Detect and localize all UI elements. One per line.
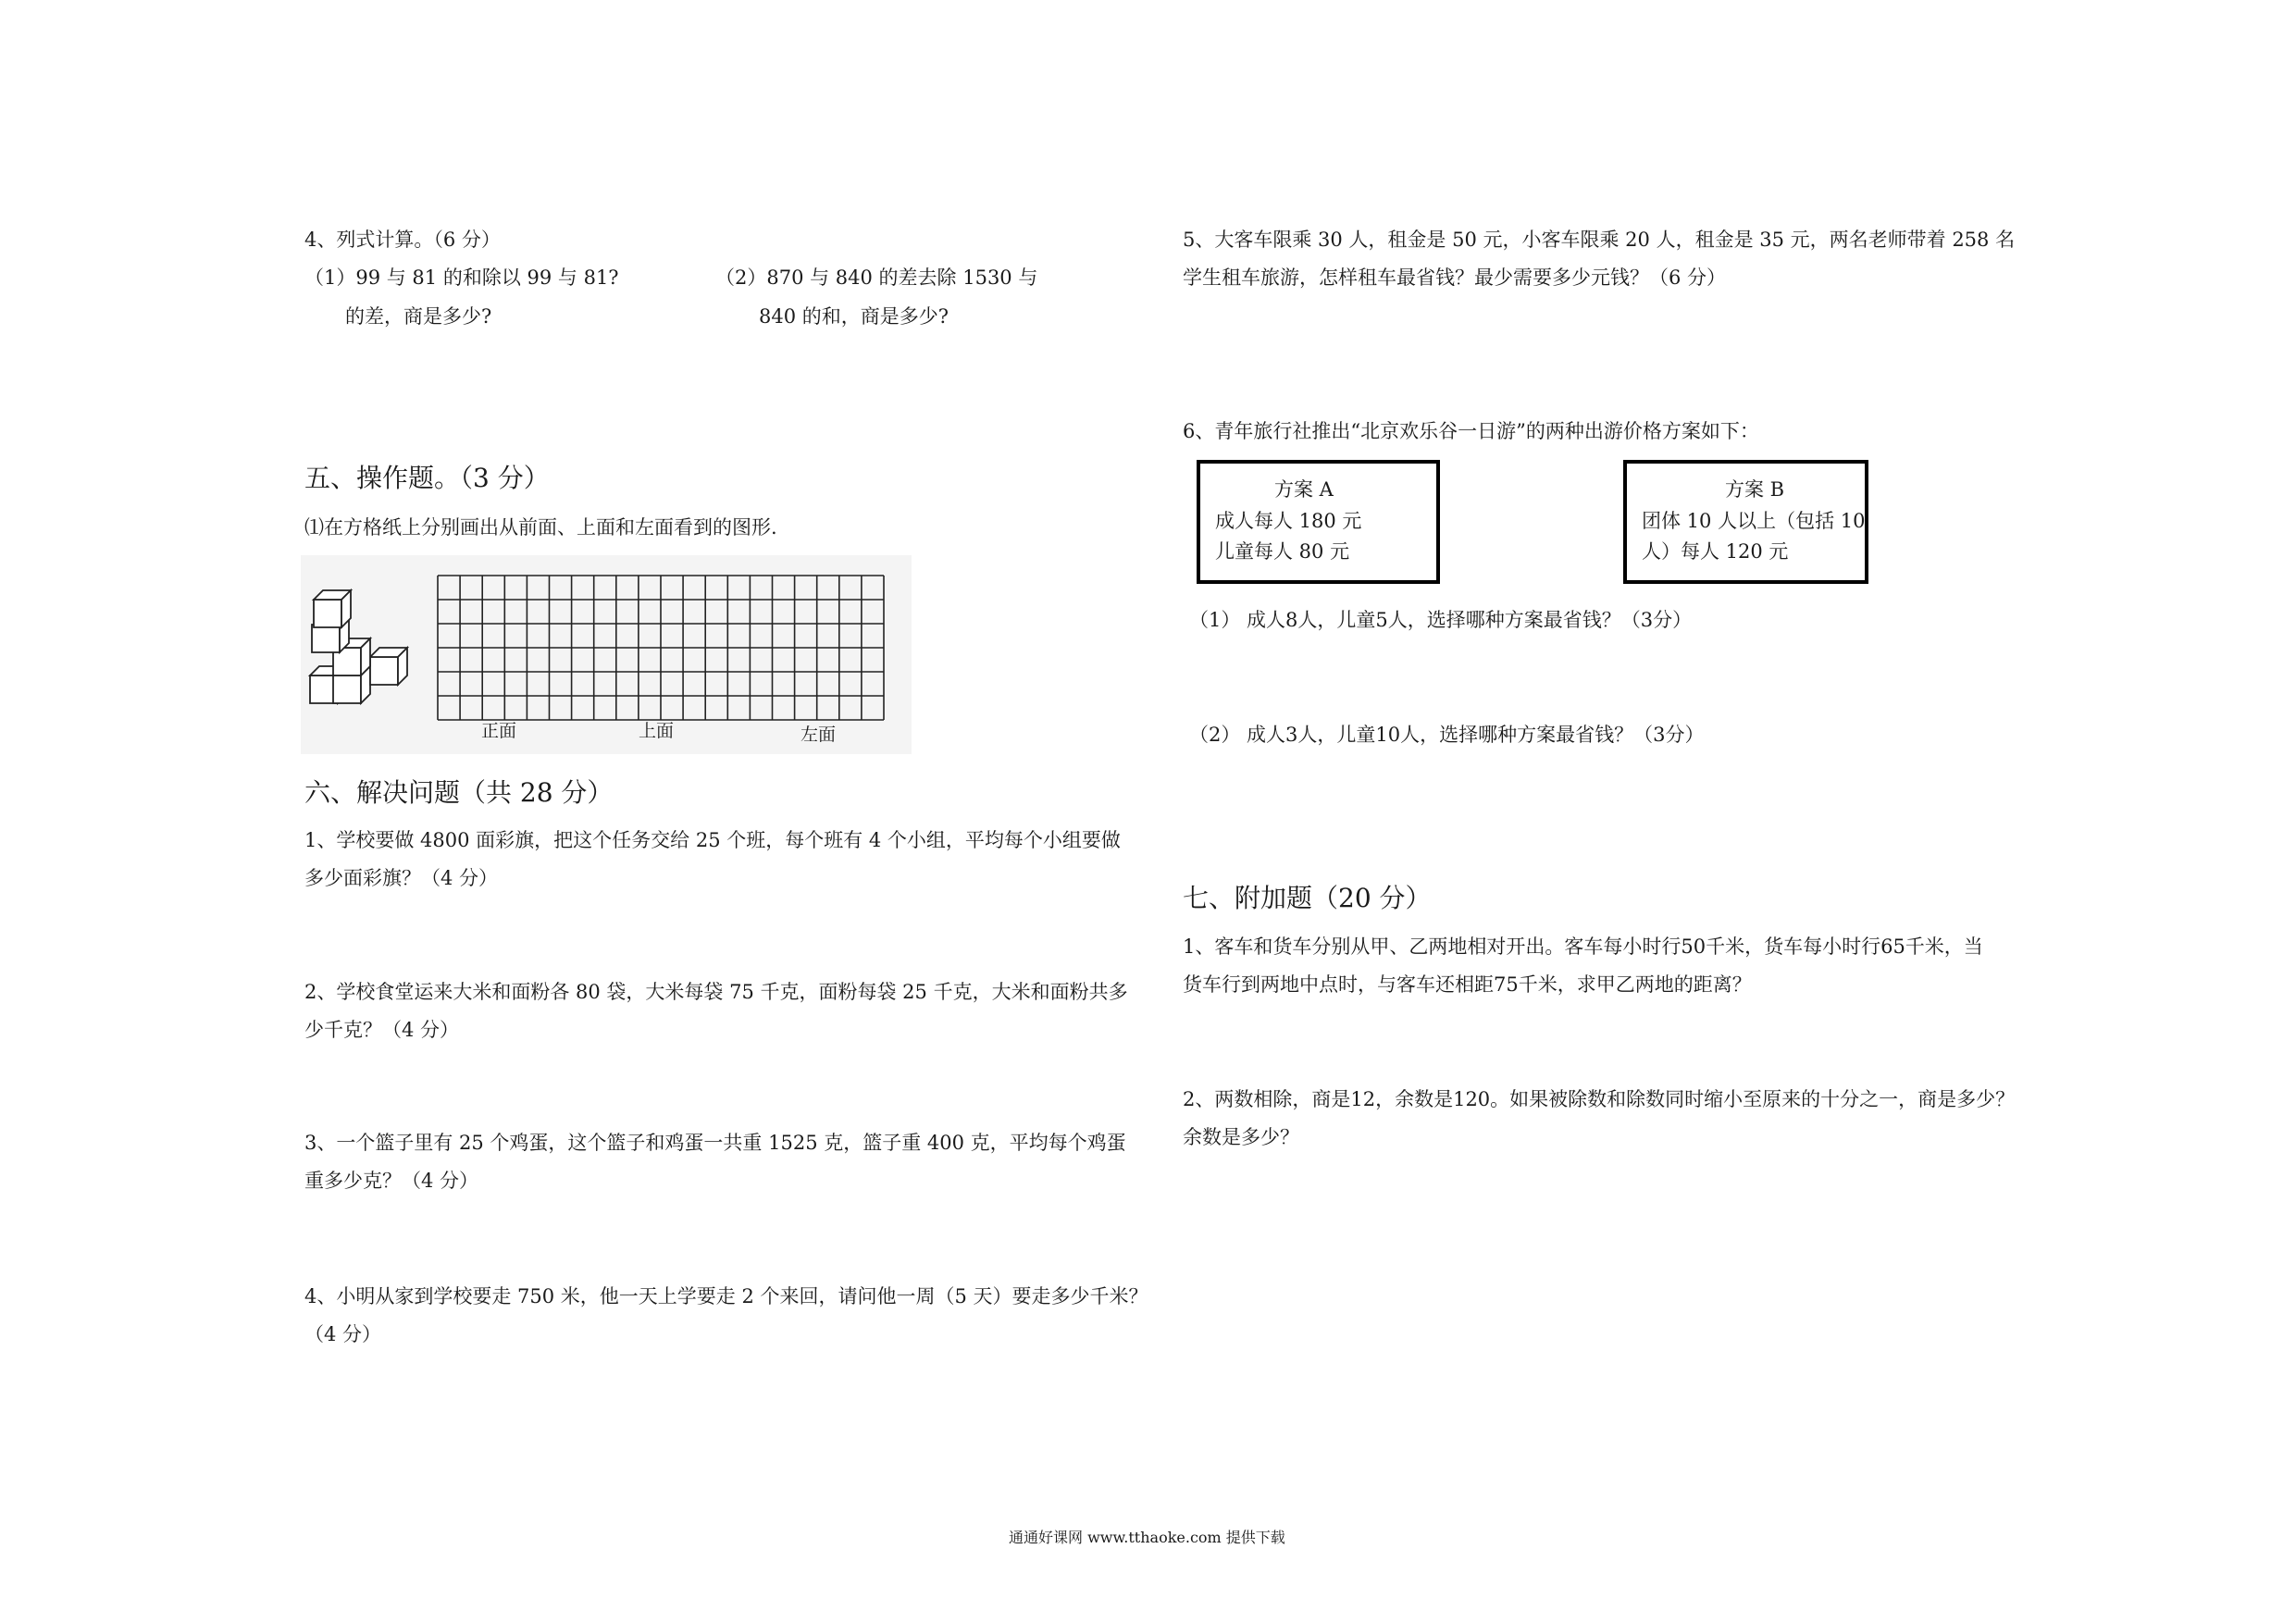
s6-p2-line1: 2、学校食堂运来大米和面粉各 80 袋，大米每袋 75 千克，面粉每袋 25 千克，大米和面粉共多 [304, 981, 1128, 1003]
q6-title: 6、青年旅行社推出“北京欢乐谷一日游”的两种出游价格方案如下： [1183, 420, 1759, 442]
q4-title: 4、列式计算。（6 分） [304, 229, 501, 251]
s6-p4-line2: （4 分） [304, 1323, 382, 1345]
s6-p3-line2: 重多少克？（4 分） [304, 1170, 479, 1192]
grid-label-left: 左面 [800, 725, 837, 745]
section7-title: 七、附加题（20 分） [1183, 883, 1432, 913]
plan-b-box [1623, 460, 1868, 584]
s6-p3-line1: 3、一个篮子里有 25 个鸡蛋，这个篮子和鸡蛋一共重 1525 克，篮子重 400 克，平均每个鸡蛋 [304, 1132, 1126, 1154]
cube-grid-figure [301, 555, 912, 754]
s7-p1-line1: 1、客车和货车分别从甲、乙两地相对开出。客车每小时行50千米，货车每小时行65千米，当 [1183, 935, 1983, 958]
s6-p2-line2: 少千克？（4 分） [304, 1019, 460, 1041]
s7-p1-line2: 货车行到两地中点时，与客车还相距75千米，求甲乙两地的距离？ [1183, 973, 1752, 996]
plan-a-line1: 成人每人 180 元 [1215, 510, 1362, 532]
q4-sub1-line1: （1）99 与 81 的和除以 99 与 81? [304, 266, 619, 289]
q5-line2: 学生租车旅游，怎样租车最省钱？最少需要多少元钱？（6 分） [1183, 266, 1727, 289]
plan-b-title: 方案 B [1725, 478, 1785, 501]
plan-b-line1: 团体 10 人以上（包括 10 [1642, 510, 1866, 532]
plan-a-box [1197, 460, 1440, 584]
s6-p4-line1: 4、小明从家到学校要走 750 米，他一天上学要走 2 个来回，请问他一周（5 天）要走多少千米？ [304, 1285, 1148, 1307]
q6-sub1: （1） 成人8人，儿童5人，选择哪种方案最省钱？（3分） [1189, 609, 1693, 631]
q4-sub1-line2: 的差，商是多少? [345, 305, 492, 328]
q5-line1: 5、大客车限乘 30 人，租金是 50 元，小客车限乘 20 人，租金是 35 元，两名老师带着 258 名 [1183, 229, 2016, 251]
q4-sub2-line1: （2）870 与 840 的差去除 1530 与 [715, 266, 1038, 289]
grid-label-top: 上面 [639, 721, 675, 741]
section6-title: 六、解决问题（共 28 分） [304, 777, 614, 808]
grid-label-front: 正面 [481, 721, 517, 741]
plan-a-title: 方案 A [1274, 478, 1334, 501]
q6-sub2: （2） 成人3人，儿童10人，选择哪种方案最省钱？（3分） [1189, 724, 1705, 746]
s6-p1-line2: 多少面彩旗？（4 分） [304, 867, 499, 889]
plan-b-line2: 人）每人 120 元 [1642, 540, 1789, 563]
s7-p2-line1: 2、两数相除，商是12，余数是120。如果被除数和除数同时缩小至原来的十分之一，商是多少？ [1183, 1088, 2016, 1110]
s6-p1-line1: 1、学校要做 4800 面彩旗，把这个任务交给 25 个班，每个班有 4 个小组，平均每个小组要做 [304, 829, 1121, 851]
section5-title: 五、操作题。（3 分） [304, 463, 550, 493]
section5-instruction: ⑴在方格纸上分别画出从前面、上面和左面看到的图形. [304, 516, 777, 539]
q4-sub2-line2: 840 的和，商是多少? [759, 305, 949, 328]
footer-credit: 通通好课网 www.tthaoke.com 提供下载 [1009, 1529, 1285, 1546]
s7-p2-line2: 余数是多少？ [1183, 1126, 1299, 1148]
plan-a-line2: 儿童每人 80 元 [1215, 540, 1350, 563]
square-grid [438, 576, 884, 720]
